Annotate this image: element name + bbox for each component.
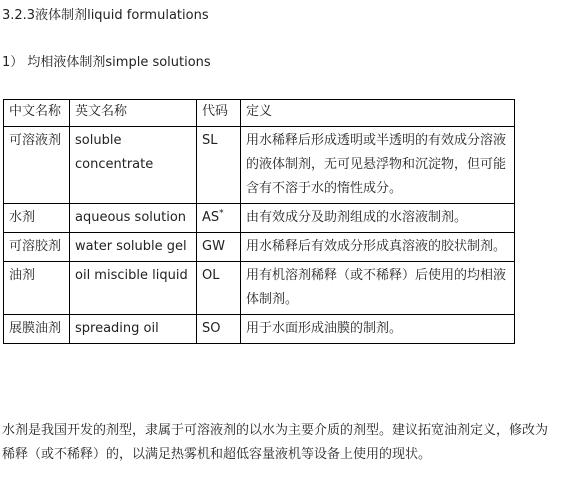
cell-english-name: spreading oil [70, 315, 197, 344]
code-text: AS [202, 210, 220, 225]
cell-chinese-name: 展膜油剂 [4, 315, 70, 344]
cell-chinese-name: 水剂 [4, 204, 70, 233]
cell-code [197, 127, 241, 204]
section-heading: 3.2.3液体制剂liquid formulations [2, 8, 209, 23]
cell-chinese-name: 油剂 [4, 262, 70, 315]
code-footnote-mark: * [219, 208, 224, 219]
table-row [4, 233, 515, 262]
cell-definition: 用有机溶剂稀释（或不稀释）后使用的均相液体制剂。 [241, 262, 515, 315]
cell-code [197, 315, 241, 344]
header-code: 代码 [197, 100, 241, 127]
table-row [4, 204, 515, 233]
code-text: GW [202, 239, 225, 254]
code-text: SO [202, 321, 221, 336]
cell-chinese-name: 可溶胶剂 [4, 233, 70, 262]
cell-english-name: soluble concentrate [70, 127, 197, 204]
cell-definition: 用于水面形成油膜的制剂。 [241, 315, 515, 344]
table-row [4, 315, 515, 344]
table-row [4, 262, 515, 315]
cell-definition: 用水稀释后有效成分形成真溶液的胶状制剂。 [241, 233, 515, 262]
cell-english-name: water soluble gel [70, 233, 197, 262]
cell-code [197, 204, 241, 233]
cell-code [197, 233, 241, 262]
subsection-heading: 1） 均相液体制剂simple solutions [2, 55, 211, 70]
explanatory-note: 水剂是我国开发的剂型，隶属于可溶液剂的以水为主要介质的剂型。建议拓宽油剂定义，修改为稀释（或不稀释）的，以满足热雾机和超低容量液机等设备上使用的现状。 [2, 423, 549, 462]
cell-chinese-name: 可溶液剂 [4, 127, 70, 204]
header-definition: 定义 [241, 100, 515, 127]
table-header-row [4, 100, 515, 127]
cell-definition: 用水稀释后形成透明或半透明的有效成分溶液的液体制剂，无可见悬浮物和沉淀物，但可能含有不溶于水的惰性成分。 [241, 127, 515, 204]
cell-definition: 由有效成分及助剂组成的水溶液制剂。 [241, 204, 515, 233]
code-text: SL [202, 133, 218, 148]
cell-english-name: aqueous solution [70, 204, 197, 233]
header-chinese-name: 中文名称 [4, 100, 70, 127]
table-row [4, 127, 515, 204]
header-english-name: 英文名称 [70, 100, 197, 127]
code-text: OL [202, 268, 220, 283]
formulation-table [3, 99, 515, 344]
cell-code [197, 262, 241, 315]
cell-english-name: oil miscible liquid [70, 262, 197, 315]
